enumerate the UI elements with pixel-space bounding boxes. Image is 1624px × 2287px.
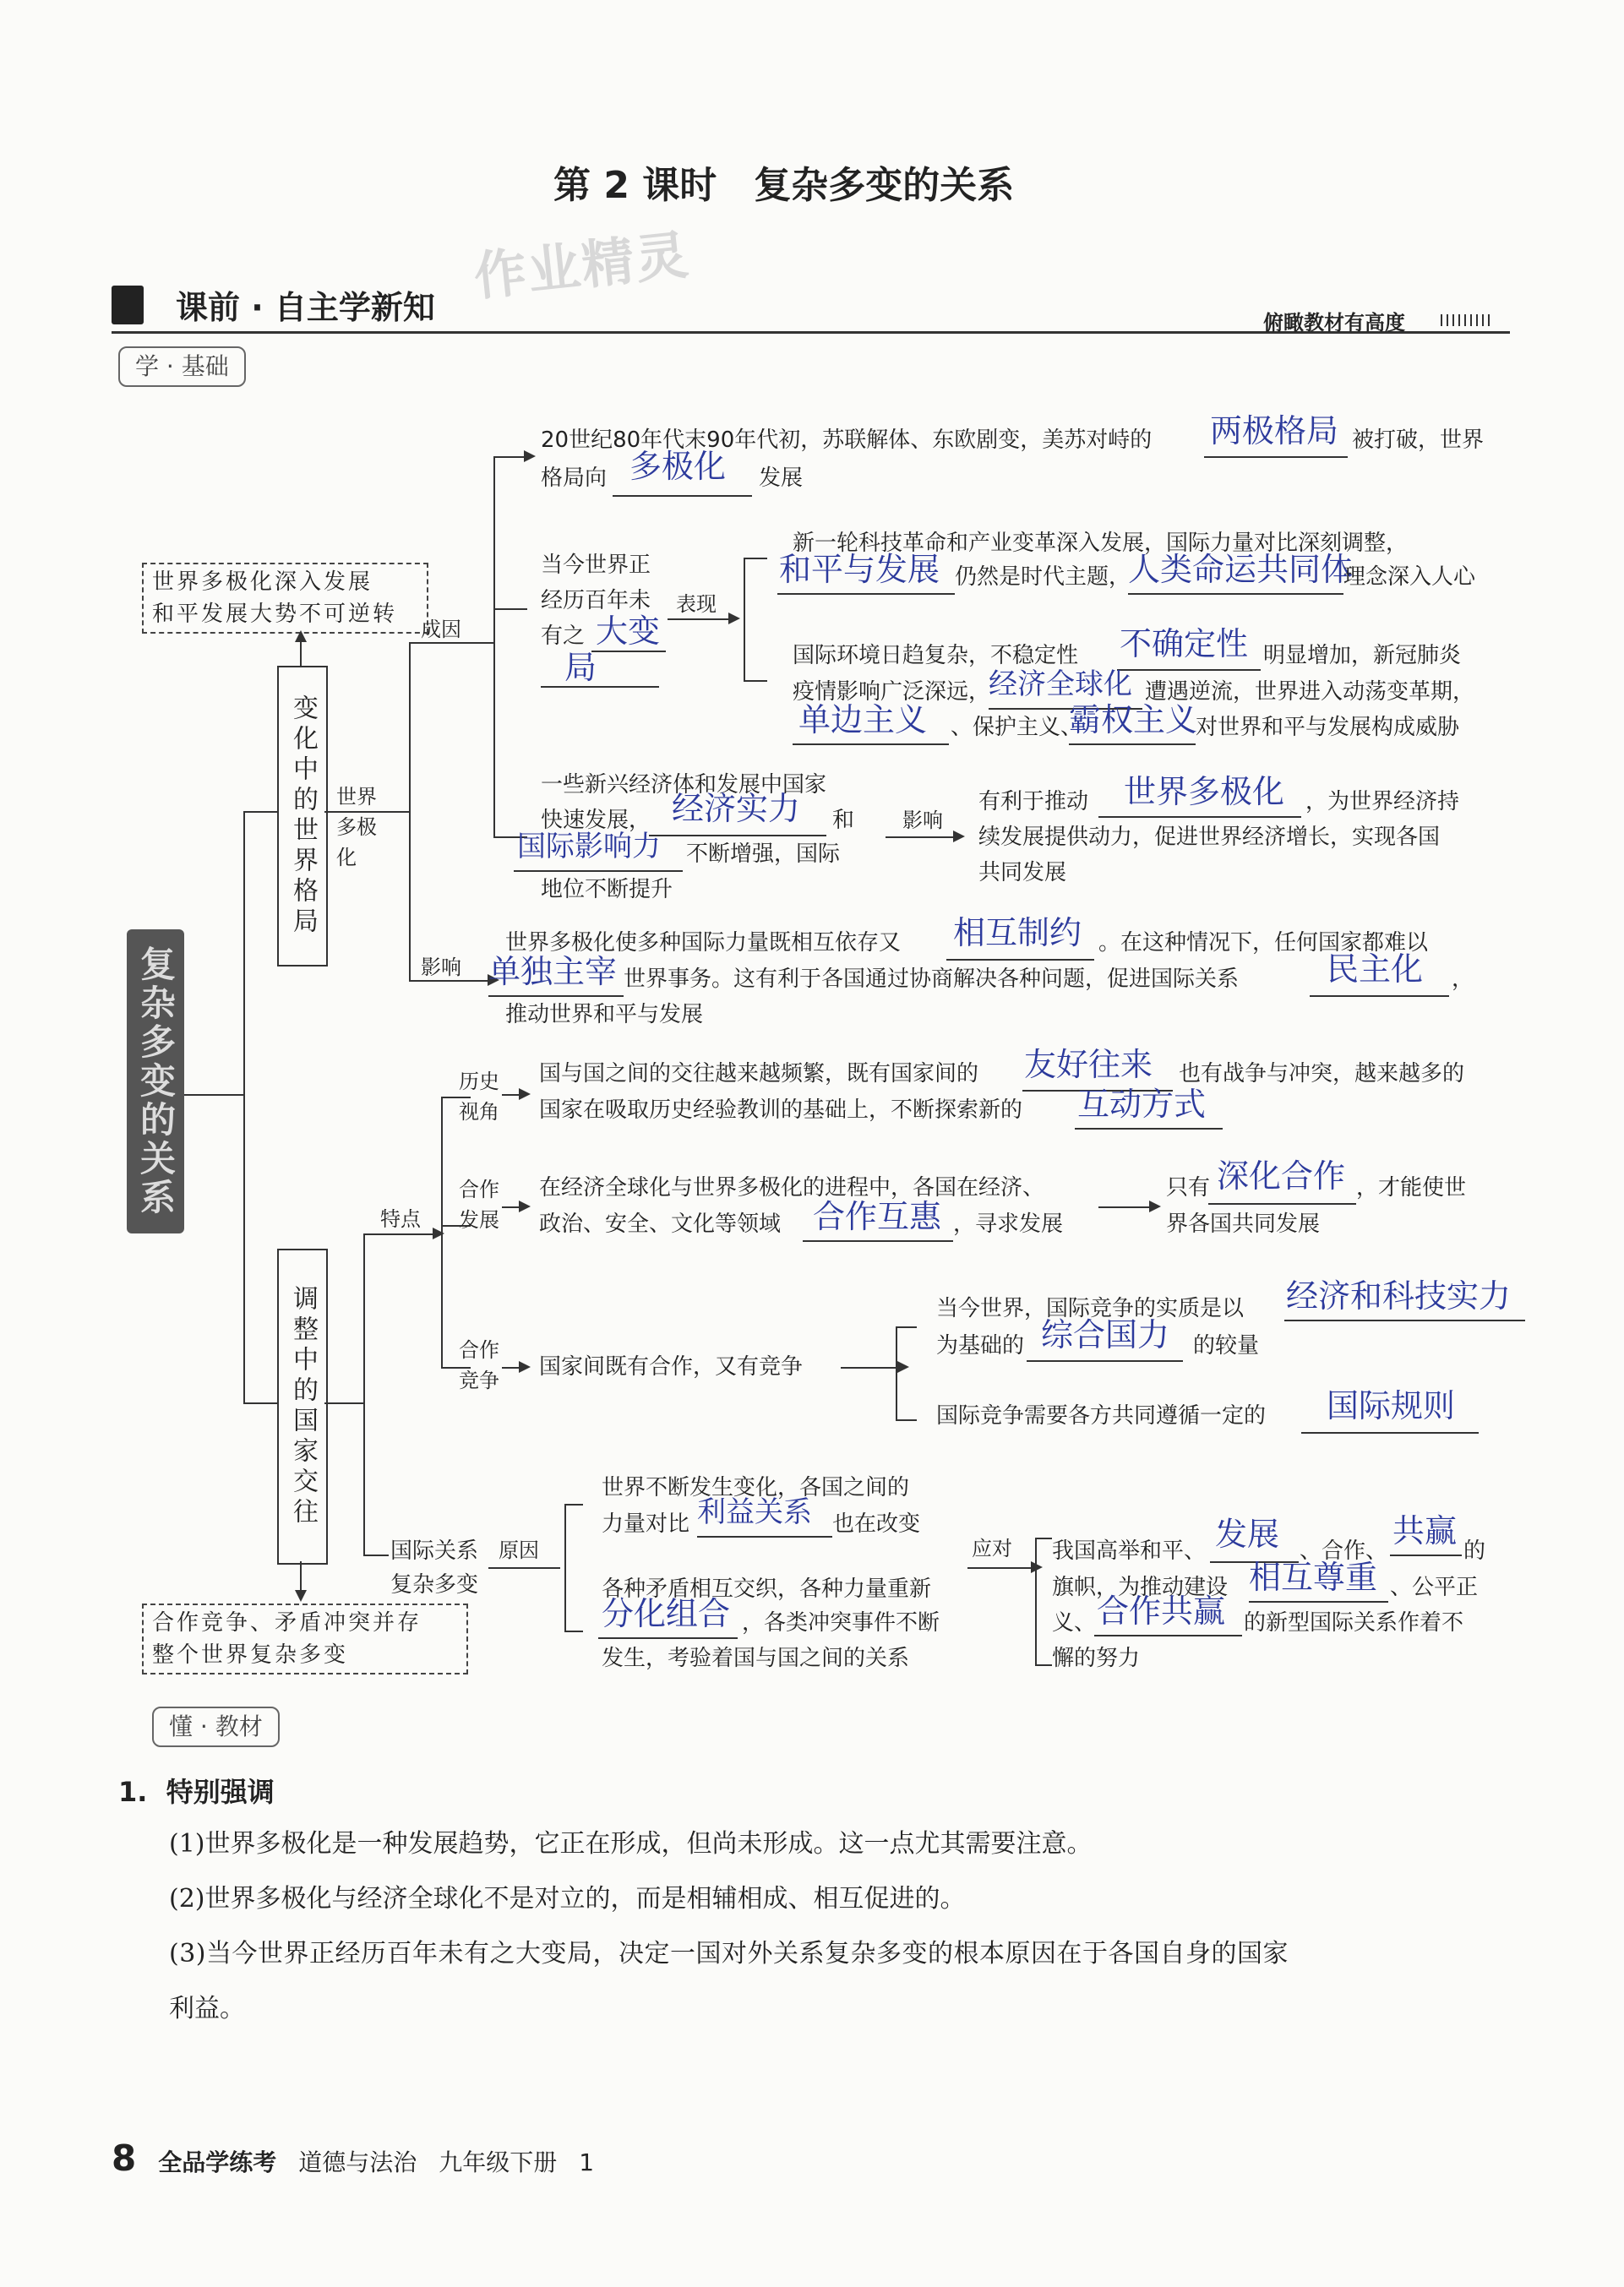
section-icon xyxy=(112,286,144,324)
answer-community-shared-future: 人类命运共同体 xyxy=(1128,551,1354,588)
answer-deepen-cooperation: 深化合作 xyxy=(1217,1157,1346,1195)
note-complex-world: 合作竞争、矛盾冲突并存 整个世界复杂多变 xyxy=(142,1604,468,1674)
c1-line1: 20世纪80年代末90年代初，苏联解体、东欧剧变，美苏对峙的 xyxy=(541,427,1153,453)
label-history: 历史视角 xyxy=(459,1070,499,1124)
tagline-ticks-icon xyxy=(1441,314,1491,326)
answer-win-win: 共赢 xyxy=(1392,1512,1458,1549)
emphasis-heading: 1. 特别强调 xyxy=(118,1776,275,1808)
answer-interaction-mode: 互动方式 xyxy=(1077,1086,1207,1123)
footer-book: 全品学练考 xyxy=(158,2148,277,2176)
page-title: 第 2 课时 复杂多变的关系 xyxy=(553,164,1015,207)
box-changing-world: 变化中的世界格局 xyxy=(277,666,328,967)
footer xyxy=(112,2137,594,2179)
note-multipolar-trend: 世界多极化深入发展 和平发展大势不可逆转 xyxy=(142,563,428,634)
answer-econ-tech-strength: 经济和科技实力 xyxy=(1286,1277,1512,1315)
emphasis-item-3: (3)当今世界正经历百年未有之大变局，决定一国对外关系复杂多变的根本原因在于各国自身的国家 xyxy=(169,1939,1289,1968)
answer-globalization: 经济全球化 xyxy=(989,667,1132,701)
box-adjusting-relations: 调整中的国家交往 xyxy=(277,1249,328,1565)
answer-development: 发展 xyxy=(1215,1516,1280,1553)
footer-grade: 九年级下册 xyxy=(439,2148,558,2176)
arrow-up-icon xyxy=(295,630,307,642)
answer-mutual-benefit: 合作互惠 xyxy=(813,1198,942,1235)
label-cause: 成因 xyxy=(421,618,461,641)
label-coop-development: 合作发展 xyxy=(459,1178,499,1232)
answer-unilateralism: 单边主义 xyxy=(798,701,928,738)
emphasis-item-3-cont: 利益。 xyxy=(169,1994,245,2023)
answer-democratization: 民主化 xyxy=(1327,950,1424,988)
answer-intl-influence: 国际影响力 xyxy=(517,830,661,863)
answer-regroup: 分化组合 xyxy=(602,1595,731,1632)
answer-great-change: 大变 xyxy=(596,613,661,650)
tag-basic: 学 · 基础 xyxy=(118,346,246,387)
answer-multipolar: 多极化 xyxy=(629,448,727,485)
section-tagline: 俯瞰教材有高度 xyxy=(1263,310,1405,335)
answer-economic-strength: 经济实力 xyxy=(672,790,801,827)
answer-interest-relations: 利益关系 xyxy=(697,1495,812,1529)
section-header-label: 课前 · 自主学新知 xyxy=(176,289,435,326)
page-number: 8 xyxy=(112,2137,137,2179)
answer-friendly-exchange: 友好往来 xyxy=(1024,1046,1153,1083)
label-coop-competition: 合作竞争 xyxy=(459,1338,499,1392)
arrow-down-icon xyxy=(295,1590,307,1602)
label-effect: 影响 xyxy=(421,956,461,979)
answer-intl-rules: 国际规则 xyxy=(1327,1387,1456,1424)
label-multipolar: 世界多极化 xyxy=(336,785,377,869)
answer-cooperation-win-win: 合作共赢 xyxy=(1097,1593,1226,1630)
answer-bipolar: 两极格局 xyxy=(1210,412,1339,449)
answer-world-multipolar: 世界多极化 xyxy=(1124,773,1285,810)
emphasis-item-2: (2)世界多极化与经济全球化不是对立的，而是相辅相成、相互促进的。 xyxy=(169,1884,966,1914)
footer-subject: 道德与法治 xyxy=(298,2148,417,2176)
answer-hegemonism: 霸权主义 xyxy=(1069,701,1198,738)
answer-comprehensive-power: 综合国力 xyxy=(1041,1316,1170,1353)
emphasis-item-1: (1)世界多极化是一种发展趋势，它正在形成，但尚未形成。这一点尤其需要注意。 xyxy=(169,1829,1093,1859)
answer-mutual-respect: 相互尊重 xyxy=(1249,1559,1378,1596)
footer-volume: 1 xyxy=(579,2148,595,2176)
answer-peace-development: 和平与发展 xyxy=(779,551,940,588)
answer-uncertainty: 不确定性 xyxy=(1120,625,1249,662)
tag-textbook: 懂 · 教材 xyxy=(152,1707,280,1747)
watermark: 作业精灵 xyxy=(471,223,693,308)
side-title xyxy=(127,929,184,1233)
side-title-text: 复杂多变的关系 xyxy=(135,945,177,1217)
answer-dominate-alone: 单独主宰 xyxy=(488,953,618,990)
answer-mutual-restraint: 相互制约 xyxy=(953,914,1082,951)
